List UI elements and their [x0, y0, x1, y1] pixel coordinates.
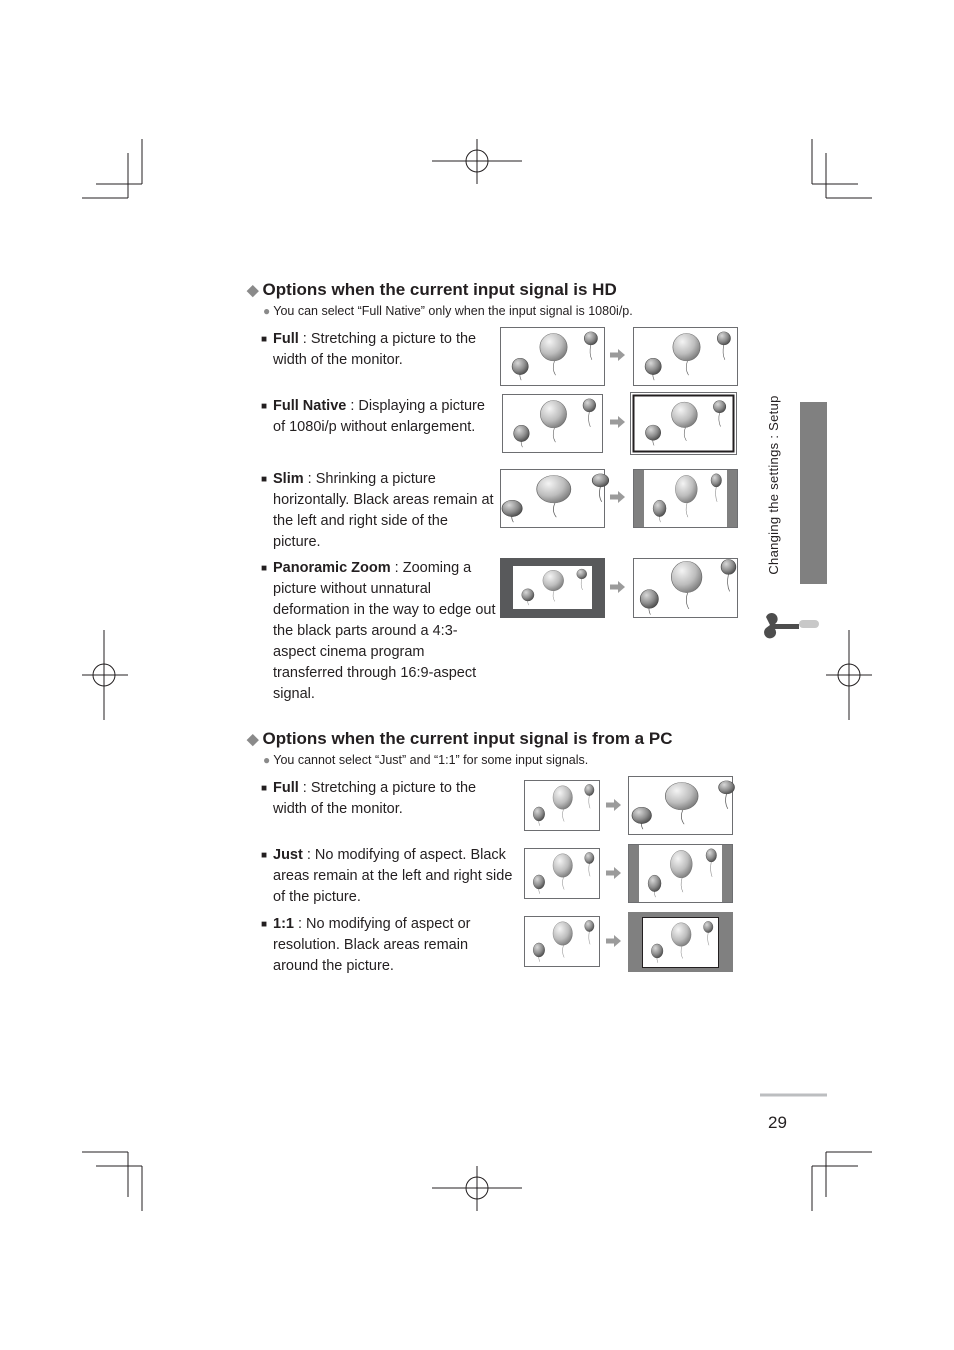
option-desc: : Shrinking a picture horizontally. Black areas remain at the left and right side of the picture. — [273, 471, 494, 550]
section-heading-pc-text: Options when the current input signal is from a PC — [262, 729, 673, 748]
wrench-icon — [764, 613, 819, 638]
section-heading-hd-text: Options when the current input signal is HD — [262, 280, 617, 299]
page-number: 29 — [768, 1113, 787, 1132]
section-note-pc-text: You cannot select “Just” and “1:1” for some input signals. — [273, 753, 589, 767]
option-name: 1:1 — [273, 916, 294, 932]
option-desc: : Stretching a picture to the width of the monitor. — [273, 780, 477, 817]
square-bullet-icon: ■ — [261, 919, 268, 930]
side-tab-label: Changing the settings : Setup — [766, 395, 781, 575]
square-bullet-icon: ■ — [261, 401, 268, 412]
square-bullet-icon: ■ — [261, 563, 268, 574]
side-tab-bar — [800, 402, 827, 584]
bullet-dot-icon: ● — [263, 753, 271, 767]
option-name: Panoramic Zoom — [273, 560, 391, 576]
option-name: Slim — [273, 471, 304, 487]
square-bullet-icon: ■ — [261, 783, 268, 794]
bullet-dot-icon: ● — [263, 304, 271, 318]
option-name: Full — [273, 780, 299, 796]
option-name: Full Native — [273, 398, 347, 414]
option-desc: : Displaying a picture of 1080i/p without enlargement. — [273, 398, 485, 435]
option-desc: : Stretching a picture to the width of the monitor. — [273, 331, 477, 368]
option-desc: : No modifying of aspect or resolution. Black areas remain around the picture. — [273, 916, 471, 974]
square-bullet-icon: ■ — [261, 334, 268, 345]
diamond-icon: ◆ — [247, 282, 259, 299]
option-desc: : Zooming a picture without unnatural deformation in the way to edge out the black parts around a 4:3-aspect cinema program transferred through 16:9-aspect signal. — [273, 560, 496, 702]
diamond-icon: ◆ — [247, 731, 259, 748]
square-bullet-icon: ■ — [261, 850, 268, 861]
square-bullet-icon: ■ — [261, 474, 268, 485]
option-name: Full — [273, 331, 299, 347]
option-name: Just — [273, 847, 303, 863]
option-desc: : No modifying of aspect. Black areas remain at the left and right side of the picture. — [273, 847, 513, 905]
section-note-hd-text: You can select “Full Native” only when the input signal is 1080i/p. — [273, 304, 633, 318]
